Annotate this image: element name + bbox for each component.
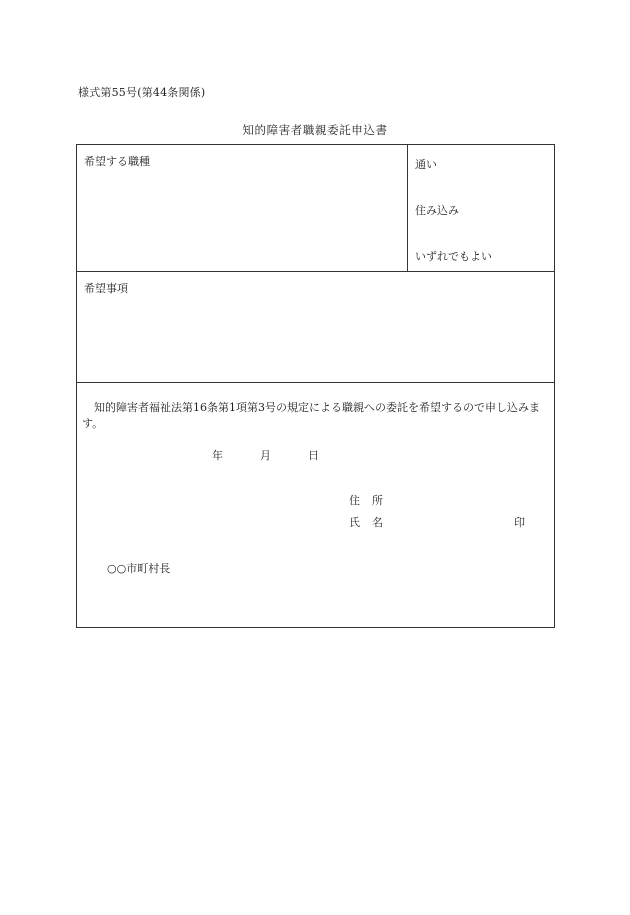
option-live-in[interactable]: 住み込み xyxy=(415,204,459,217)
form-title: 知的障害者職親委託申込書 xyxy=(242,123,388,137)
option-commute[interactable]: 通い xyxy=(415,158,437,171)
desired-occupation-cell[interactable] xyxy=(77,145,408,271)
seal-mark: 印 xyxy=(514,516,525,529)
date-year-label: 年 xyxy=(212,449,223,462)
name-label: 氏名 xyxy=(349,516,395,529)
occupation-row xyxy=(77,145,554,272)
date-month-label: 月 xyxy=(260,449,271,462)
addressee-mayor: ○○市町村長 xyxy=(107,562,171,575)
address-label: 住所 xyxy=(349,494,395,507)
requests-label: 希望事項 xyxy=(84,282,128,295)
application-form-table xyxy=(76,144,555,628)
requests-row[interactable] xyxy=(77,272,554,383)
declaration-row xyxy=(77,383,554,628)
declaration-text: 知的障害者福祉法第16条第1項第3号の規定による職親への委託を希望するので申し込みます。 xyxy=(82,401,540,430)
option-either[interactable]: いずれでもよい xyxy=(415,250,492,263)
residence-options-cell xyxy=(408,145,554,271)
date-day-label: 日 xyxy=(308,449,319,462)
form-number: 様式第55号(第44条関係) xyxy=(78,86,206,99)
desired-occupation-label: 希望する職種 xyxy=(84,155,150,168)
